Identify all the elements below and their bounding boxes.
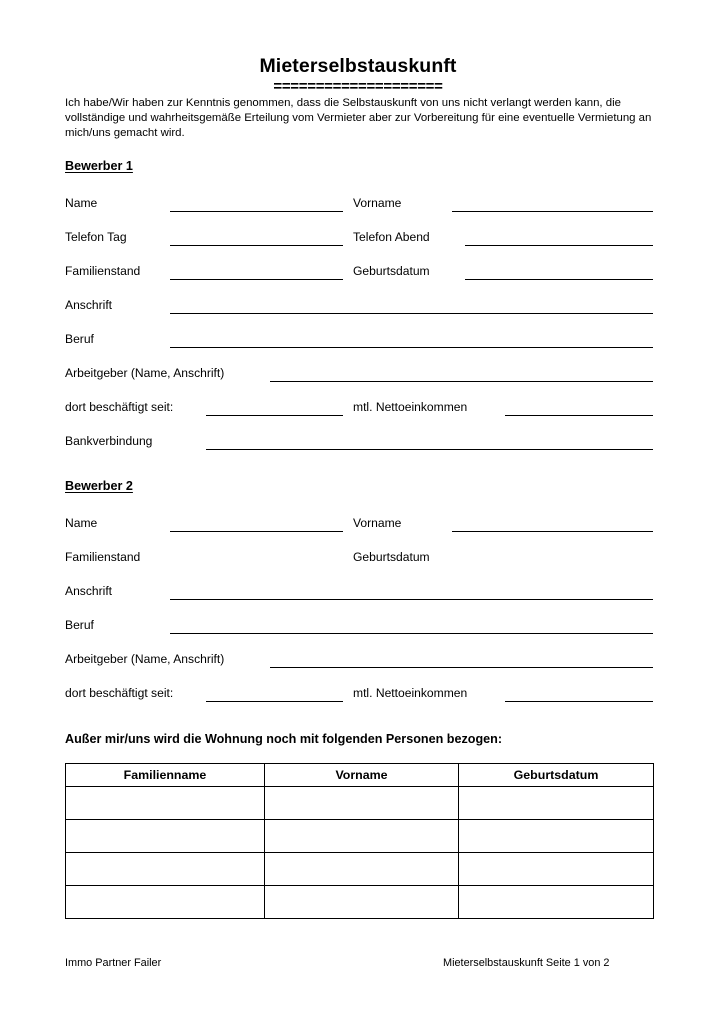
cell-vorname[interactable] xyxy=(265,853,459,886)
section-heading-applicant-1: Bewerber 1 xyxy=(65,159,133,173)
form-row-beruf-2 xyxy=(0,614,716,640)
label-arbeitgeber-2: Arbeitgeber (Name, Anschrift) xyxy=(65,652,225,666)
label-arbeitgeber-1: Arbeitgeber (Name, Anschrift) xyxy=(65,366,225,380)
intro-paragraph: Ich habe/Wir haben zur Kenntnis genommen, dass die Selbstauskunft von uns nicht verlangt werden kann, die vollständige und wahrheitsgemäße Erteilung vom Vermieter aber zur Vorbereitung für eine eventuelle Vermietung an mich/uns gemacht wird. xyxy=(65,97,652,140)
cell-geburtsdatum[interactable] xyxy=(459,886,654,919)
label-vorname-2: Vorname xyxy=(353,516,402,530)
form-row-name-1 xyxy=(0,192,716,218)
table-row xyxy=(66,886,654,919)
cell-vorname[interactable] xyxy=(265,787,459,820)
label-beruf-2: Beruf xyxy=(65,618,94,632)
form-row-arbeitgeber-1 xyxy=(0,362,716,388)
form-row-arbeitgeber-2 xyxy=(0,648,716,674)
input-name-2[interactable] xyxy=(170,531,343,532)
input-beschaeftigt-seit-2[interactable] xyxy=(206,701,343,702)
form-row-beschaeftigung-1 xyxy=(0,396,716,422)
form-row-anschrift-2 xyxy=(0,580,716,606)
footer-company: Immo Partner Failer xyxy=(65,957,162,969)
page-title: Mieterselbstauskunft xyxy=(259,55,457,77)
section-heading-applicant-2: Bewerber 2 xyxy=(65,479,133,493)
title-divider: ==================== xyxy=(273,78,443,95)
label-beruf-1: Beruf xyxy=(65,332,94,346)
column-header-familienname: Familienname xyxy=(66,764,265,787)
form-row-telefon-1 xyxy=(0,226,716,252)
form-row-anschrift-1 xyxy=(0,294,716,320)
label-name-2: Name xyxy=(65,516,98,530)
form-row-beschaeftigung-2 xyxy=(0,682,716,708)
form-row-familienstand-1 xyxy=(0,260,716,286)
input-vorname-2[interactable] xyxy=(452,531,653,532)
cell-geburtsdatum[interactable] xyxy=(459,787,654,820)
input-anschrift-1[interactable] xyxy=(170,313,653,314)
table-row xyxy=(66,853,654,886)
input-nettoeinkommen-1[interactable] xyxy=(505,415,653,416)
column-header-vorname: Vorname xyxy=(265,764,459,787)
input-familienstand-1[interactable] xyxy=(170,279,343,280)
input-anschrift-2[interactable] xyxy=(170,599,653,600)
label-beschaeftigt-seit-1: dort beschäftigt seit: xyxy=(65,400,174,414)
input-nettoeinkommen-2[interactable] xyxy=(505,701,653,702)
cell-vorname[interactable] xyxy=(265,820,459,853)
table-row xyxy=(66,787,654,820)
occupants-table xyxy=(65,763,654,919)
input-vorname-1[interactable] xyxy=(452,211,653,212)
cell-familienname[interactable] xyxy=(66,886,265,919)
table-header-row xyxy=(66,764,654,787)
label-beschaeftigt-seit-2: dort beschäftigt seit: xyxy=(65,686,174,700)
label-anschrift-1: Anschrift xyxy=(65,298,113,312)
input-geburtsdatum-1[interactable] xyxy=(465,279,653,280)
input-telefon-tag-1[interactable] xyxy=(170,245,343,246)
label-vorname-1: Vorname xyxy=(353,196,402,210)
input-name-1[interactable] xyxy=(170,211,343,212)
label-anschrift-2: Anschrift xyxy=(65,584,113,598)
label-telefon-tag-1: Telefon Tag xyxy=(65,230,127,244)
input-telefon-abend-1[interactable] xyxy=(465,245,653,246)
cell-familienname[interactable] xyxy=(66,853,265,886)
label-nettoeinkommen-1: mtl. Nettoeinkommen xyxy=(353,400,468,414)
label-geburtsdatum-1: Geburtsdatum xyxy=(353,264,430,278)
column-header-geburtsdatum: Geburtsdatum xyxy=(459,764,654,787)
form-row-bankverbindung-1 xyxy=(0,430,716,456)
input-beruf-1[interactable] xyxy=(170,347,653,348)
label-telefon-abend-1: Telefon Abend xyxy=(353,230,430,244)
input-arbeitgeber-2[interactable] xyxy=(270,667,653,668)
label-nettoeinkommen-2: mtl. Nettoeinkommen xyxy=(353,686,468,700)
form-row-beruf-1 xyxy=(0,328,716,354)
occupants-heading: Außer mir/uns wird die Wohnung noch mit folgenden Personen bezogen: xyxy=(65,732,503,746)
cell-familienname[interactable] xyxy=(66,820,265,853)
form-row-familienstand-2 xyxy=(0,546,716,572)
input-beschaeftigt-seit-1[interactable] xyxy=(206,415,343,416)
label-bankverbindung-1: Bankverbindung xyxy=(65,434,153,448)
label-name-1: Name xyxy=(65,196,98,210)
input-arbeitgeber-1[interactable] xyxy=(270,381,653,382)
input-bankverbindung-1[interactable] xyxy=(206,449,653,450)
form-row-name-2 xyxy=(0,512,716,538)
label-geburtsdatum-2: Geburtsdatum xyxy=(353,550,430,564)
table-row xyxy=(66,820,654,853)
footer-page-info: Mieterselbstauskunft Seite 1 von 2 xyxy=(443,957,610,969)
label-familienstand-1: Familienstand xyxy=(65,264,141,278)
label-familienstand-2: Familienstand xyxy=(65,550,141,564)
cell-familienname[interactable] xyxy=(66,787,265,820)
cell-geburtsdatum[interactable] xyxy=(459,853,654,886)
input-beruf-2[interactable] xyxy=(170,633,653,634)
cell-vorname[interactable] xyxy=(265,886,459,919)
cell-geburtsdatum[interactable] xyxy=(459,820,654,853)
